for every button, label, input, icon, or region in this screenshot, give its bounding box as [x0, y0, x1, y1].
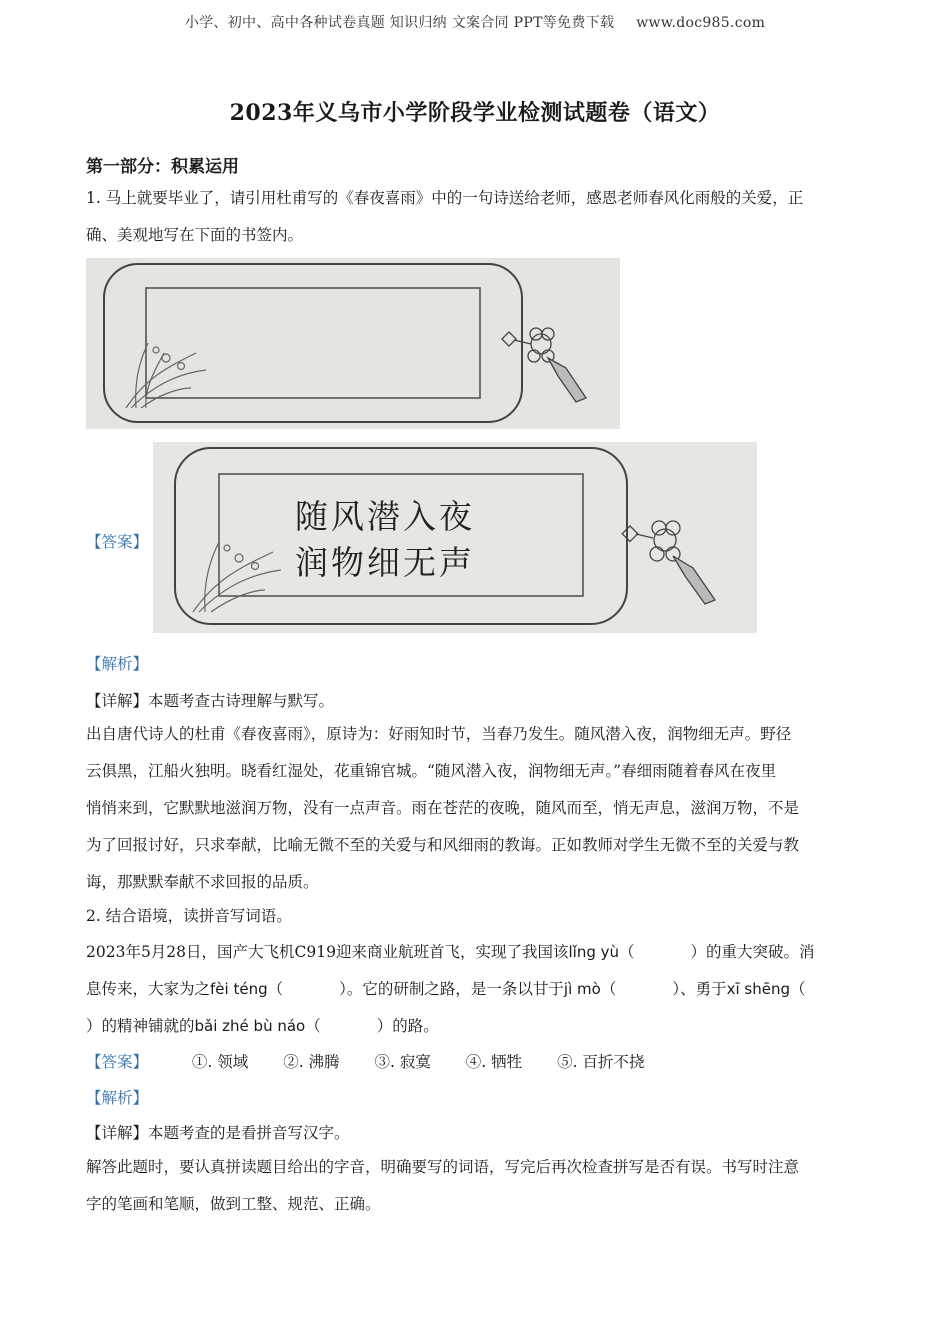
q1-answer-label: 【答案】 [86, 533, 149, 551]
q2-answer-item: ④. 牺牲 [465, 1053, 523, 1071]
q1-detail [86, 683, 866, 720]
q2-analysis-label: 【解析】 [86, 1089, 149, 1107]
pinyin-5: bǎi zhé bù náo [194, 1017, 306, 1035]
q2-answer-item: ②. 沸腾 [283, 1053, 340, 1071]
pinyin-3: jì mò [563, 980, 601, 998]
answered-bookmark-image [153, 442, 757, 633]
bookmark-drawing [86, 258, 620, 429]
bookmark-line2: 润物细无声 [295, 543, 475, 582]
q2-detail [86, 1115, 866, 1152]
q2-line3: ）的精神铺就的bǎi zhé bù náo（ ）的路。 [86, 1017, 439, 1035]
q1-detail-label: 【详解】 [86, 692, 149, 710]
q2-text: 的路。 [392, 1017, 439, 1035]
q2-answer-row [86, 1044, 866, 1081]
question-2-body [86, 934, 876, 1045]
pinyin-1: lǐng yù [568, 943, 619, 961]
q1-explain-line: 诲，那默默奉献不求回报的品质。 [86, 873, 319, 891]
q2-answer-item: ③. 寂寞 [374, 1053, 431, 1071]
pinyin-4: xī shēng [726, 980, 791, 998]
q1-explain-line: 出自唐代诗人的杜甫《春夜喜雨》，原诗为：好雨知时节，当春乃发生。随风潜入夜，润物细无声。野径 [86, 725, 792, 743]
blank-bookmark-image [86, 258, 620, 429]
q2-line2: 息传来，大家为之fèi téng（ ）。它的研制之路，是一条以甘于jì mò（ ）、勇于xī shēng（ [86, 980, 806, 998]
q1-explanation [86, 716, 866, 901]
header-url[interactable]: www.doc985.com [636, 15, 766, 31]
question-2-stem: 2. 结合语境，读拼音写词语。 [86, 907, 292, 925]
q2-answer-item: ⑤. 百折不挠 [557, 1053, 645, 1071]
section-heading: 第一部分：积累运用 [86, 157, 239, 177]
page-header [0, 12, 950, 32]
question-1-stem [86, 180, 866, 254]
q2-answer-item: ①. 领域 [191, 1053, 249, 1071]
q2-explain-line: 解答此题时，要认真拼读题目给出的字音，明确要写的词语，写完后再次检查拼写是否有误。书写时注意 [86, 1158, 800, 1176]
q2-line1: 2023年5月28日，国产大飞机C919迎来商业航班首飞，实现了我国该lǐng yù（ ）的重大突破。消 [86, 943, 815, 961]
bookmark-handwriting [295, 494, 475, 586]
q2-explanation [86, 1149, 866, 1223]
q2-text: 、勇于 [680, 980, 727, 998]
q2-text: 息传来，大家为之 [86, 980, 211, 998]
q1-detail-text: 本题考查古诗理解与默写。 [148, 692, 335, 710]
q2-text: 的重大突破。消 [706, 943, 815, 961]
q2-detail-text: 本题考查的是看拼音写汉字。 [148, 1124, 350, 1142]
page-title: 2023年义乌市小学阶段学业检测试题卷（语文） [229, 100, 721, 126]
q2-explain-line: 字的笔画和笔顺，做到工整、规范、正确。 [86, 1195, 381, 1213]
q1-explain-line: 为了回报讨好，只求奉献，比喻无微不至的关爱与和风细雨的教诲。正如教师对学生无微不至的关爱与教 [86, 836, 800, 854]
q1-analysis-label: 【解析】 [86, 655, 149, 673]
q2-text: 2023年5月28日，国产大飞机C919迎来商业航班首飞，实现了我国该 [86, 943, 569, 961]
bookmark-line1: 随风潜入夜 [295, 497, 475, 536]
q1-stem-line2: 确、美观地写在下面的书签内。 [86, 226, 304, 244]
q2-detail-label: 【详解】 [86, 1124, 149, 1142]
q2-text: 的精神铺就的 [101, 1017, 195, 1035]
q2-answer-label: 【答案】 [86, 1053, 149, 1071]
q1-stem-line1: 1. 马上就要毕业了，请引用杜甫写的《春夜喜雨》中的一句诗送给老师，感恩老师春风化雨般的关爱，正 [86, 189, 804, 207]
q1-explain-line: 云俱黑，江船火独明。晓看红湿处，花重锦官城。“随风潜入夜，润物细无声。”春细雨随着春风在夜里 [86, 762, 777, 780]
q2-text: 。它的研制之路，是一条以甘于 [346, 980, 564, 998]
header-tagline: 小学、初中、高中各种试卷真题 知识归纳 文案合同 PPT等免费下载 [184, 15, 615, 31]
pinyin-2: fèi téng [210, 980, 268, 998]
q1-explain-line: 悄悄来到，它默默地滋润万物，没有一点声音。雨在苍茫的夜晚，随风而至，悄无声息，滋润万物，不是 [86, 799, 800, 817]
